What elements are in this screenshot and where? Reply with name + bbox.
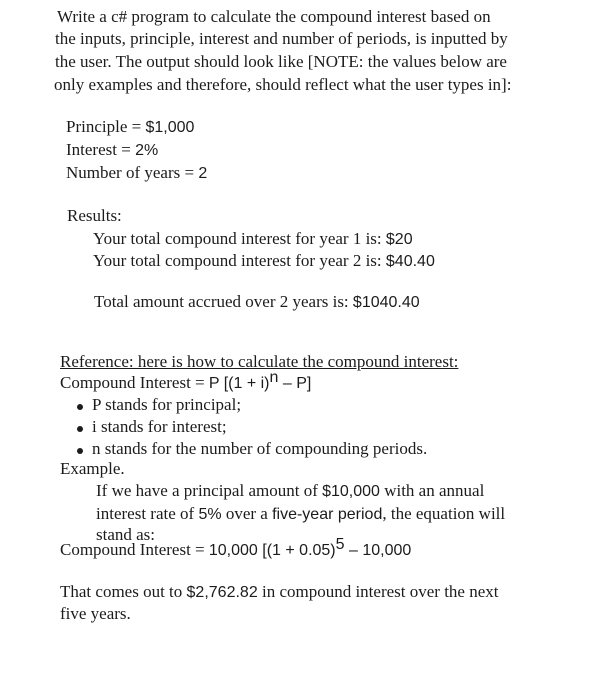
year2-label: Your total compound interest for year 2 is: — [93, 251, 386, 270]
example-amount: $10,000 — [322, 483, 380, 500]
year1-value: $20 — [385, 231, 413, 248]
total-label: Total amount accrued over 2 years is: — [94, 292, 353, 311]
example-rate: 5% — [198, 506, 222, 523]
example-line-1-c: with an annual — [379, 481, 485, 500]
intro-line-2: the inputs, principle, interest and number of periods, is inputted by — [55, 29, 508, 48]
example-line-2 — [96, 504, 505, 525]
result-line-1 — [60, 582, 499, 603]
interest-label: Interest = — [66, 140, 136, 159]
bullet-dot-2 — [77, 426, 83, 432]
example-formula-a: 10,000 [(1 + 0.05) — [208, 542, 336, 559]
results-heading: Results: — [67, 206, 122, 225]
principle-line — [66, 117, 194, 138]
result-line-2: five years. — [60, 604, 131, 623]
example-line-1-a: If we have a principal amount of — [96, 481, 323, 500]
year2-line — [93, 251, 435, 272]
reference-heading: Reference: here is how to calculate the compound interest: — [60, 352, 459, 371]
year1-line — [93, 229, 413, 250]
bullet-dot-3 — [77, 448, 83, 454]
years-label: Number of years = — [66, 163, 199, 182]
bullet-item-1: P stands for principal; — [92, 395, 242, 414]
principle-value: $1,000 — [145, 119, 195, 136]
intro-line-3: the user. The output should look like [NOTE: the values below are — [55, 52, 507, 71]
example-formula-label: Compound Interest = — [60, 540, 209, 559]
total-line — [94, 292, 420, 313]
interest-line — [66, 140, 158, 161]
example-heading: Example. — [60, 459, 125, 478]
year2-value: $40.40 — [385, 253, 435, 270]
example-formula — [60, 536, 412, 561]
years-value: 2 — [198, 165, 208, 182]
years-line — [66, 163, 207, 184]
interest-value: 2% — [135, 142, 159, 159]
bullet-item-2: i stands for interest; — [92, 417, 227, 436]
total-value: $1040.40 — [352, 294, 420, 311]
principle-label: Principle = — [66, 117, 146, 136]
reference-formula-b: – P] — [278, 375, 312, 392]
reference-formula-label: Compound Interest = — [60, 373, 209, 392]
bullet-item-3: n stands for the number of compounding periods. — [92, 439, 428, 458]
result-line-1-a: That comes out to — [60, 582, 187, 601]
example-period: five-year period — [272, 506, 383, 523]
result-amount: $2,762.82 — [186, 584, 258, 601]
intro-line-4: only examples and therefore, should reflect what the user types in]: — [54, 75, 512, 94]
example-formula-b: – 10,000 — [344, 542, 412, 559]
example-line-2-e: , the equation will — [382, 504, 506, 523]
reference-formula-a: P [(1 + i) — [208, 375, 270, 392]
result-line-1-c: in compound interest over the next — [257, 582, 499, 601]
example-line-1 — [96, 481, 484, 502]
reference-formula-exponent: n — [269, 369, 279, 386]
intro-line-1: Write a c# program to calculate the compound interest based on — [57, 7, 491, 26]
example-formula-exponent: 5 — [335, 536, 345, 553]
example-line-2-a: interest rate of — [96, 504, 199, 523]
reference-formula — [60, 369, 312, 394]
example-line-3: stand as: — [96, 525, 156, 544]
example-line-2-c: over a — [221, 504, 273, 523]
bullet-dot-1 — [77, 404, 83, 410]
year1-label: Your total compound interest for year 1 is: — [93, 229, 386, 248]
